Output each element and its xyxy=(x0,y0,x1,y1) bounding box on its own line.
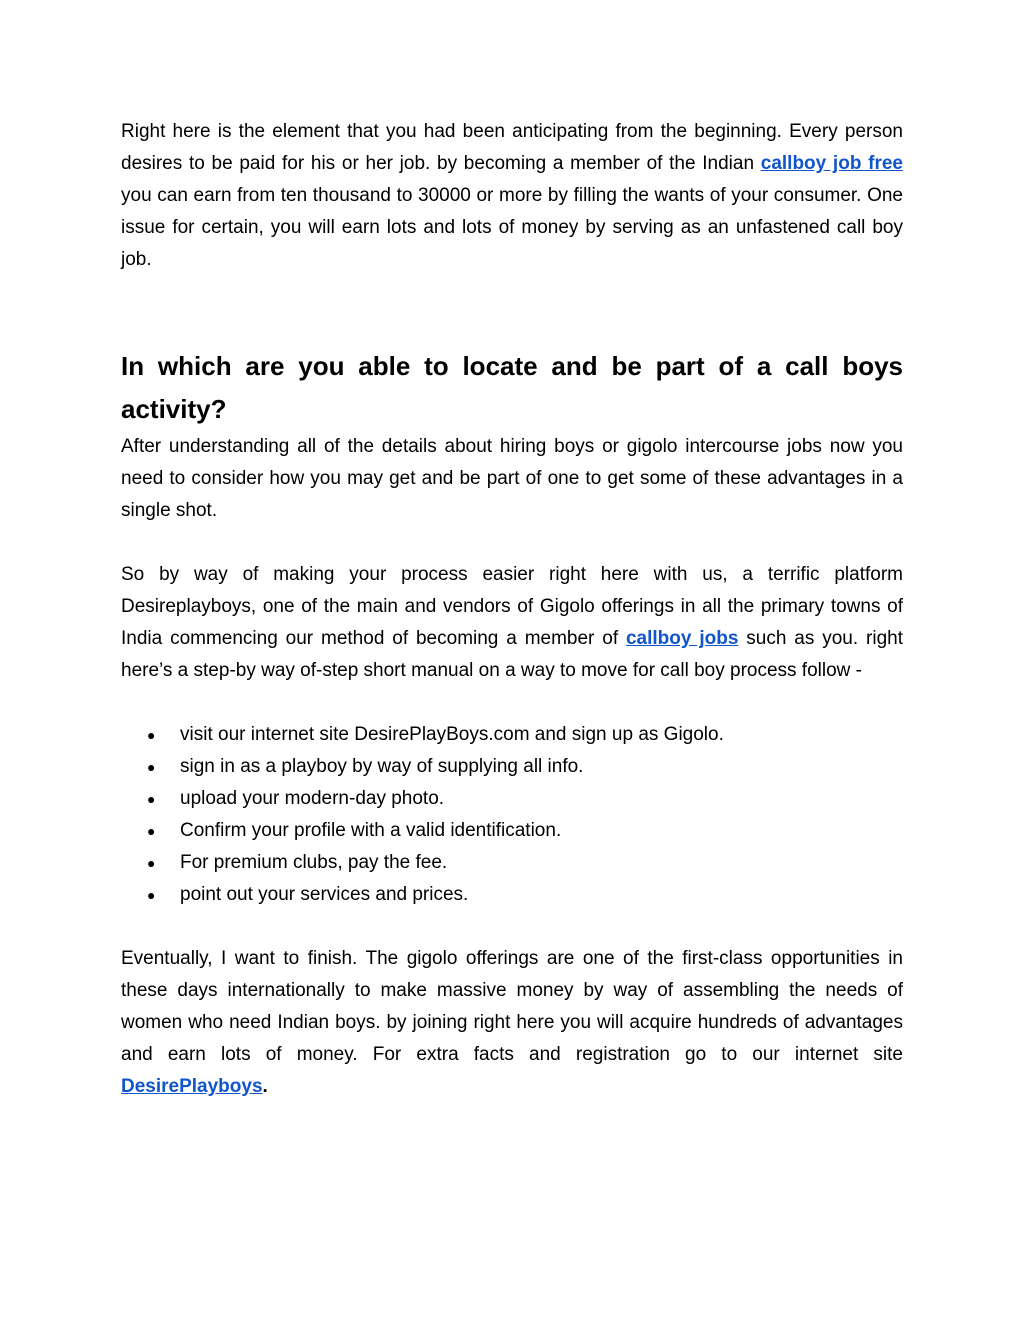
conclusion-paragraph xyxy=(121,943,903,1103)
bullet-icon: ● xyxy=(147,727,156,743)
bullet-icon: ● xyxy=(147,887,156,903)
bullet-icon: ● xyxy=(147,759,156,775)
conclusion-text-after-link: . xyxy=(262,1076,268,1097)
details-paragraph: After understanding all of the details about hiring boys or gigolo intercourse jobs now you need to consider how you may get and be part of one to get some of these advantages in a single shot. xyxy=(121,436,903,521)
list-item-text: For premium clubs, pay the fee. xyxy=(180,852,448,873)
list-item xyxy=(147,751,903,783)
intro-text-after-link: you can earn from ten thousand to 30000 or more by filling the wants of your consumer. One issue for certain, you will earn lots and lots of money by serving as an unfastened call boy job. xyxy=(121,185,903,270)
list-item xyxy=(147,847,903,879)
conclusion-text-before-link: Eventually, I want to finish. The gigolo offerings are one of the first-class opportunities in these days internationally to make massive money by way of assembling the needs of women who need Indian boys. by joining right here you will acquire hundreds of advantages and earn lots of money. For extra facts and registration go to our internet site xyxy=(121,948,903,1065)
desireplayboys-link[interactable]: DesirePlayboys xyxy=(121,1076,263,1097)
steps-list xyxy=(121,719,903,911)
list-item xyxy=(147,879,903,911)
intro-text-before-link: Right here is the element that you had been anticipating from the beginning. Every person desires to be paid for his or her job. by becoming a member of the Indian xyxy=(121,121,903,174)
bullet-icon: ● xyxy=(147,823,156,839)
intro-paragraph xyxy=(121,116,903,276)
list-item-text: sign in as a playboy by way of supplying all info. xyxy=(180,756,584,777)
bullet-icon: ● xyxy=(147,855,156,871)
section-heading: In which are you able to locate and be part of a call boys activity? xyxy=(121,351,903,424)
list-item xyxy=(147,815,903,847)
platform-text-after-link: such as you. right here’s a step-by way of-step short manual on a way to move for call boy process follow - xyxy=(121,628,903,681)
list-item-text: visit our internet site DesirePlayBoys.com and sign up as Gigolo. xyxy=(180,724,724,745)
document-page xyxy=(121,116,903,1103)
callboy-jobs-link[interactable]: callboy jobs xyxy=(625,628,739,649)
list-item xyxy=(147,783,903,815)
bullet-icon: ● xyxy=(147,791,156,807)
platform-text-before-link: So by way of making your process easier right here with us, a terrific platform Desireplayboys, one of the main and vendors of Gigolo offerings in all the primary towns of India commencing our method of becoming a member of xyxy=(121,564,903,649)
platform-paragraph xyxy=(121,559,903,687)
list-item xyxy=(147,719,903,751)
list-item-text: point out your services and prices. xyxy=(180,884,469,905)
list-item-text: Confirm your profile with a valid identification. xyxy=(180,820,562,841)
callboy-job-free-link[interactable]: callboy job free xyxy=(760,153,903,174)
list-item-text: upload your modern-day photo. xyxy=(180,788,445,809)
